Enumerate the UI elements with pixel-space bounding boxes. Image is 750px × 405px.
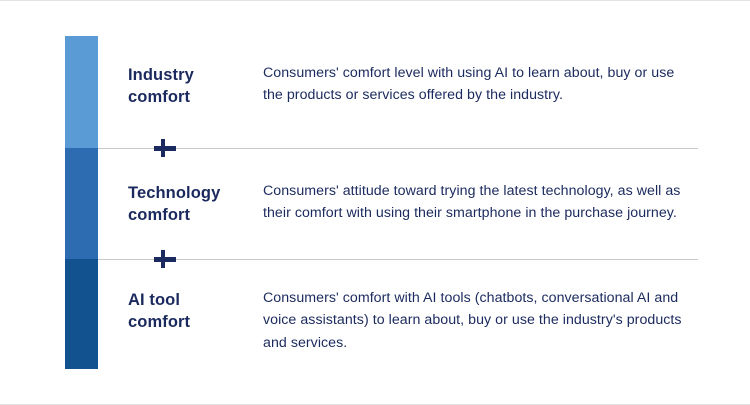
row-label-technology-comfort bbox=[128, 182, 258, 227]
row-industry-comfort bbox=[98, 36, 698, 148]
bar-segment-technology bbox=[65, 148, 98, 259]
bar-segment-industry bbox=[65, 36, 98, 148]
row-label-line2: comfort bbox=[128, 313, 191, 332]
row-description-industry-comfort: Consumers' comfort level with using AI to learn about, buy or use the products or services offered by the industry. bbox=[263, 65, 675, 104]
row-ai-tool-comfort bbox=[98, 259, 698, 369]
row-description-technology-comfort: Consumers' attitude toward trying the latest technology, as well as their comfort with using their smartphone in the purchase journey. bbox=[263, 183, 681, 222]
gradient-bar-column bbox=[65, 36, 98, 369]
row-label-line1: Technology bbox=[128, 184, 221, 202]
row-label-industry-comfort bbox=[128, 64, 258, 109]
row-label-ai-tool-comfort bbox=[128, 289, 258, 334]
row-label-line2: comfort bbox=[128, 206, 191, 225]
row-label-line1: Industry bbox=[128, 66, 194, 84]
row-technology-comfort bbox=[98, 148, 698, 259]
row-label-line2: comfort bbox=[128, 88, 191, 107]
bar-segment-ai-tool bbox=[65, 259, 98, 369]
row-label-line1: AI tool bbox=[128, 291, 181, 309]
row-description-ai-tool-comfort: Consumers' comfort with AI tools (chatbots, conversational AI and voice assistants) to learn about, buy or use the industry's products and services. bbox=[263, 290, 682, 351]
